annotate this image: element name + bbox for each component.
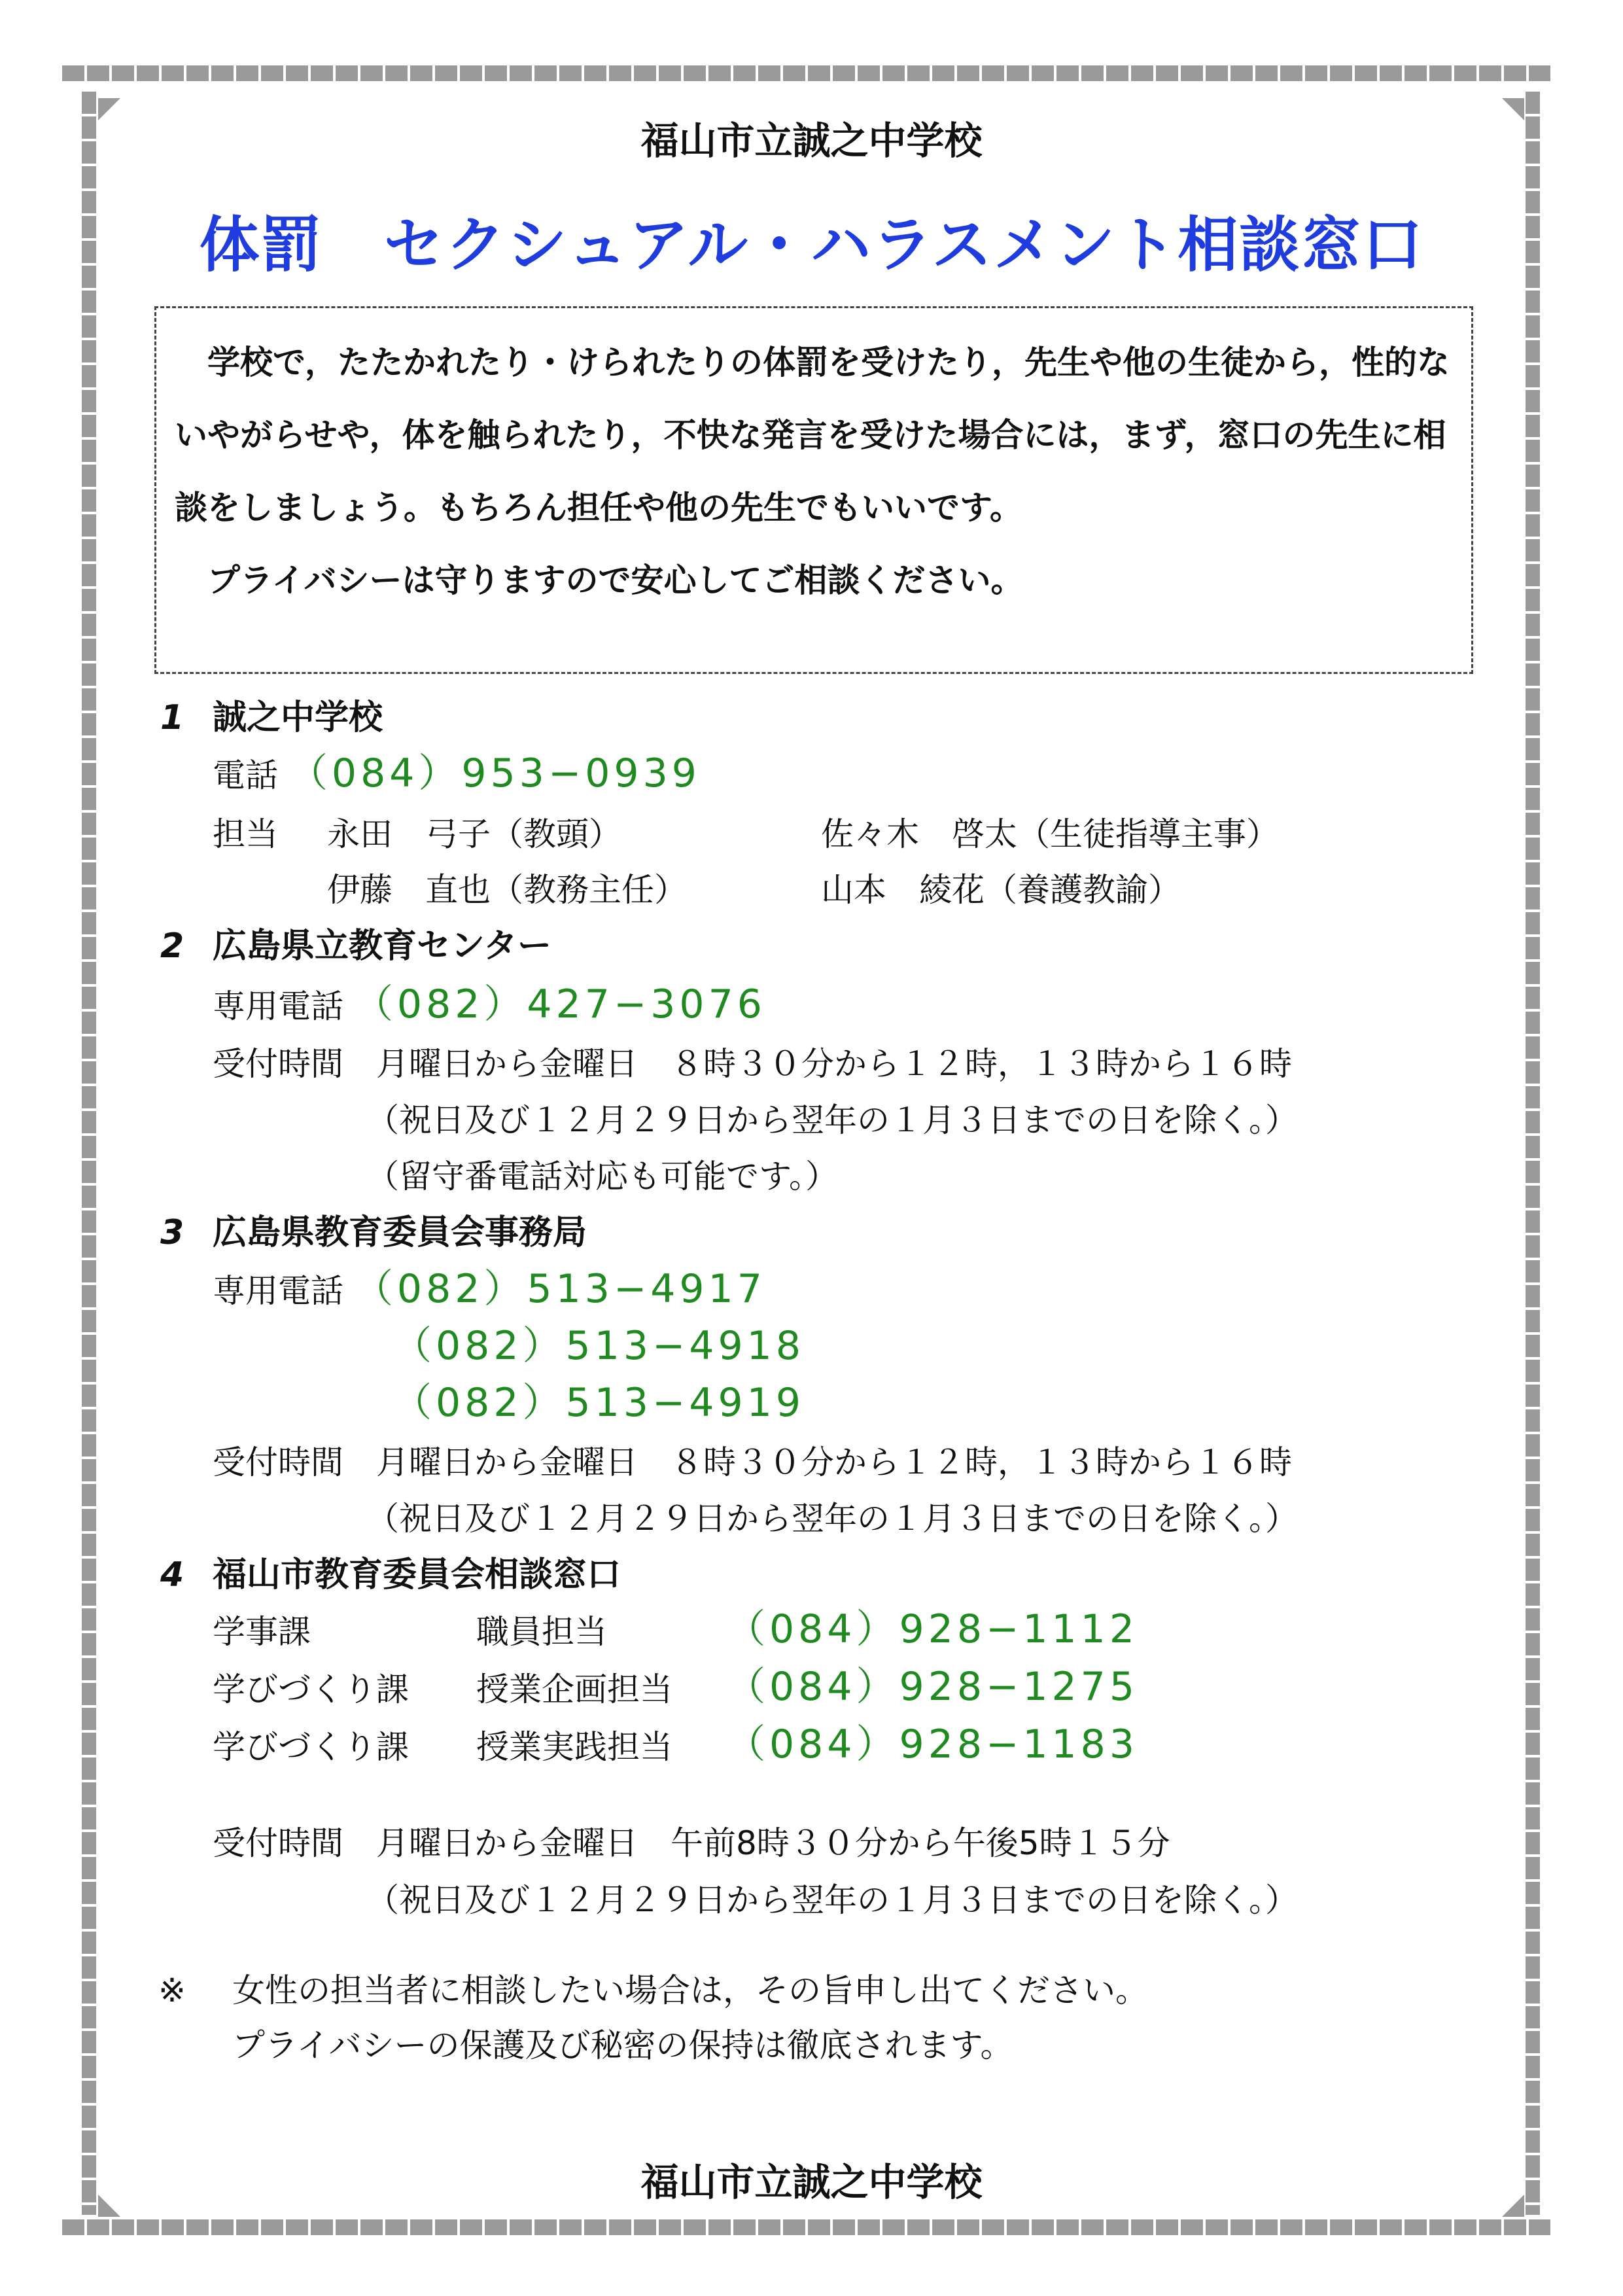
section-2-phone-label: 専用電話 <box>213 987 343 1025</box>
section-4-contact-1-role: 職員担当 <box>476 1613 607 1651</box>
section-4-contact-2-phone: （084）928−1275 <box>726 1664 1139 1710</box>
section-3-phone-1: （082）513−4917 <box>353 1266 766 1312</box>
footnote-line-1: 女性の担当者に相談したい場合は，その旨申し出てください。 <box>232 1971 1148 2009</box>
section-1-phone-line <box>213 752 701 796</box>
footnote-mark: ※ <box>158 1971 186 2009</box>
section-4-contact-3-dept: 学びづくり課 <box>213 1728 409 1766</box>
section-4-contact-1-phone: （084）928−1112 <box>726 1606 1139 1652</box>
section-3-hours: 受付時間 月曜日から金曜日 ８時３０分から１２時，１３時から１６時 <box>213 1443 1292 1481</box>
section-4-contact-2-role: 授業企画担当 <box>476 1670 672 1708</box>
section-2-phone: （082）427−3076 <box>353 981 766 1027</box>
frame-corner-top-left <box>98 98 120 120</box>
section-3-phone-line <box>213 1268 766 1312</box>
section-4-heading <box>160 1554 621 1596</box>
section-1-heading <box>160 697 383 739</box>
section-4-number: 4 <box>160 1555 184 1595</box>
frame-corner-top-right <box>1502 98 1524 120</box>
page-title: 体罰 セクシュアル・ハラスメント相談窓口 <box>199 210 1424 280</box>
section-1-staff-1: 永田 弓子（教頭） <box>327 815 621 853</box>
section-3-number: 3 <box>160 1213 184 1252</box>
section-4-contact-3-phone: （084）928−1183 <box>726 1722 1139 1767</box>
section-2-hours-note: （祝日及び１２月２９日から翌年の１月３日までの日を除く。） <box>366 1101 1298 1139</box>
section-3-phone-2: （082）513−4918 <box>393 1323 805 1369</box>
section-1-phone-label: 電話 <box>213 756 278 794</box>
section-2-hours: 受付時間 月曜日から金曜日 ８時３０分から１２時，１３時から１６時 <box>213 1045 1292 1083</box>
frame-bottom-border <box>62 2219 1550 2235</box>
section-1-number: 1 <box>160 698 184 737</box>
section-4-contact-3-role: 授業実践担当 <box>476 1728 672 1766</box>
section-1-staff-label: 担当 <box>213 815 278 853</box>
header-school-name: 福山市立誠之中学校 <box>640 118 983 163</box>
section-3-title: 広島県教育委員会事務局 <box>213 1213 587 1252</box>
section-2-number: 2 <box>160 927 184 966</box>
notice-paragraph-1: 学校で，たたかれたり・けられたりの体罰を受けたり，先生や他の生徒から，性的ないやがらせや，体を触られたり，不快な発言を受けた場合には，まず，窓口の先生に相談をしましょう。もちろん担任や他の先生でもいいです。 <box>175 344 1450 527</box>
section-4-title: 福山市教育委員会相談窓口 <box>213 1555 621 1595</box>
section-1-staff-4: 山本 綾花（養護教諭） <box>821 871 1181 909</box>
section-3-phone-label: 専用電話 <box>213 1272 343 1310</box>
section-1-title: 誠之中学校 <box>213 698 383 737</box>
frame-right-border <box>1526 92 1540 2215</box>
section-2-phone-line <box>213 983 766 1027</box>
frame-left-border <box>82 92 96 2215</box>
footer-school-name: 福山市立誠之中学校 <box>640 2160 983 2204</box>
frame-top-border <box>62 65 1550 81</box>
section-4-contact-2-dept: 学びづくり課 <box>213 1670 409 1708</box>
notice-box <box>154 306 1473 674</box>
section-3-hours-note: （祝日及び１２月２９日から翌年の１月３日までの日を除く。） <box>366 1500 1298 1538</box>
section-4-hours-note: （祝日及び１２月２９日から翌年の１月３日までの日を除く。） <box>366 1881 1298 1919</box>
section-4-hours: 受付時間 月曜日から金曜日 午前8時３０分から午後5時１５分 <box>213 1824 1170 1862</box>
section-1-staff-2: 佐々木 啓太（生徒指導主事） <box>821 815 1279 853</box>
section-2-heading <box>160 925 551 967</box>
footnote-line-2: プライバシーの保護及び秘密の保持は徹底されます。 <box>232 2026 1013 2064</box>
section-3-phone-3: （082）513−4919 <box>393 1380 805 1426</box>
section-4-contact-1-dept: 学事課 <box>213 1613 311 1651</box>
section-1-staff-3: 伊藤 直也（教務主任） <box>327 871 687 909</box>
section-2-extra-note: （留守番電話対応も可能です。） <box>366 1157 838 1195</box>
section-1-phone: （084）953−0939 <box>288 751 701 796</box>
section-3-heading <box>160 1212 587 1254</box>
notice-paragraph-2: プライバシーは守りますので安心してご相談ください。 <box>207 561 1024 599</box>
section-2-title: 広島県立教育センター <box>213 927 551 966</box>
